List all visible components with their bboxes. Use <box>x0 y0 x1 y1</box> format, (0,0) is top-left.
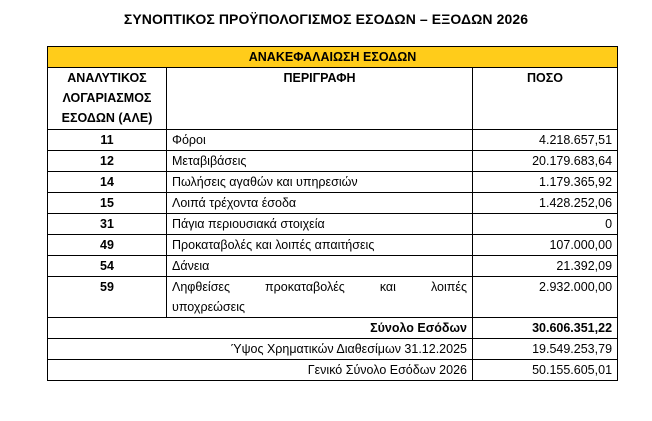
column-header-code-line3: ΕΣΟΔΩΝ (ΑΛΕ) <box>61 111 153 125</box>
table-row <box>48 130 618 151</box>
grand-total-label: Γενικό Σύνολο Εσόδων 2026 <box>48 360 473 381</box>
section-header: ΑΝΑΚΕΦΑΛΑΙΩΣΗ ΕΣΟΔΩΝ <box>48 47 618 68</box>
row-amount: 4.218.657,51 <box>473 130 618 151</box>
grand-total-row <box>48 360 618 381</box>
table-row <box>48 193 618 214</box>
row-description-line1: Ληφθείσες προκαταβολές και λοιπές <box>172 280 467 294</box>
row-code: 59 <box>48 277 167 318</box>
row-amount: 0 <box>473 214 618 235</box>
document-title: ΣΥΝΟΠΤΙΚΟΣ ΠΡΟΫΠΟΛΟΓΙΣΜΟΣ ΕΣΟΔΩΝ – ΕΞΟΔΩΝ 2026 <box>123 11 529 27</box>
column-header-row <box>48 68 618 130</box>
table-row <box>48 277 618 318</box>
row-amount: 1.428.252,06 <box>473 193 618 214</box>
table-row <box>48 172 618 193</box>
row-description: Μεταβιβάσεις <box>167 151 473 172</box>
section-header-row <box>48 47 618 68</box>
table-row <box>48 256 618 277</box>
row-code: 15 <box>48 193 167 214</box>
row-code: 49 <box>48 235 167 256</box>
grand-total-amount: 50.155.605,01 <box>473 360 618 381</box>
row-description: Πωλήσεις αγαθών και υπηρεσιών <box>167 172 473 193</box>
row-description: Λοιπά τρέχοντα έσοδα <box>167 193 473 214</box>
cash-reserves-amount: 19.549.253,79 <box>473 339 618 360</box>
row-code: 31 <box>48 214 167 235</box>
column-header-code-line1: ΑΝΑΛΥΤΙΚΟΣ <box>67 71 147 85</box>
row-code: 54 <box>48 256 167 277</box>
total-label: Σύνολο Εσόδων <box>48 318 473 339</box>
row-description: Δάνεια <box>167 256 473 277</box>
row-amount: 2.932.000,00 <box>473 277 618 318</box>
total-row <box>48 318 618 339</box>
row-description <box>167 277 473 318</box>
row-description: Πάγια περιουσιακά στοιχεία <box>167 214 473 235</box>
column-header-code <box>48 68 167 130</box>
row-code: 12 <box>48 151 167 172</box>
row-description: Φόροι <box>167 130 473 151</box>
row-description-line2: υποχρεώσεις <box>172 300 245 314</box>
revenue-summary-table <box>47 46 618 381</box>
row-amount: 21.392,09 <box>473 256 618 277</box>
row-amount: 1.179.365,92 <box>473 172 618 193</box>
cash-reserves-label: Ύψος Χρηματικών Διαθεσίμων 31.12.2025 <box>48 339 473 360</box>
row-code: 11 <box>48 130 167 151</box>
column-header-description: ΠΕΡΙΓΡΑΦΗ <box>167 68 473 130</box>
row-description: Προκαταβολές και λοιπές απαιτήσεις <box>167 235 473 256</box>
row-amount: 20.179.683,64 <box>473 151 618 172</box>
cash-reserves-row <box>48 339 618 360</box>
table-row <box>48 151 618 172</box>
column-header-amount: ΠΟΣΟ <box>473 68 618 130</box>
row-amount: 107.000,00 <box>473 235 618 256</box>
column-header-code-line2: ΛΟΓΑΡΙΑΣΜΟΣ <box>62 91 152 105</box>
table-row <box>48 235 618 256</box>
table-row <box>48 214 618 235</box>
total-amount: 30.606.351,22 <box>473 318 618 339</box>
row-code: 14 <box>48 172 167 193</box>
